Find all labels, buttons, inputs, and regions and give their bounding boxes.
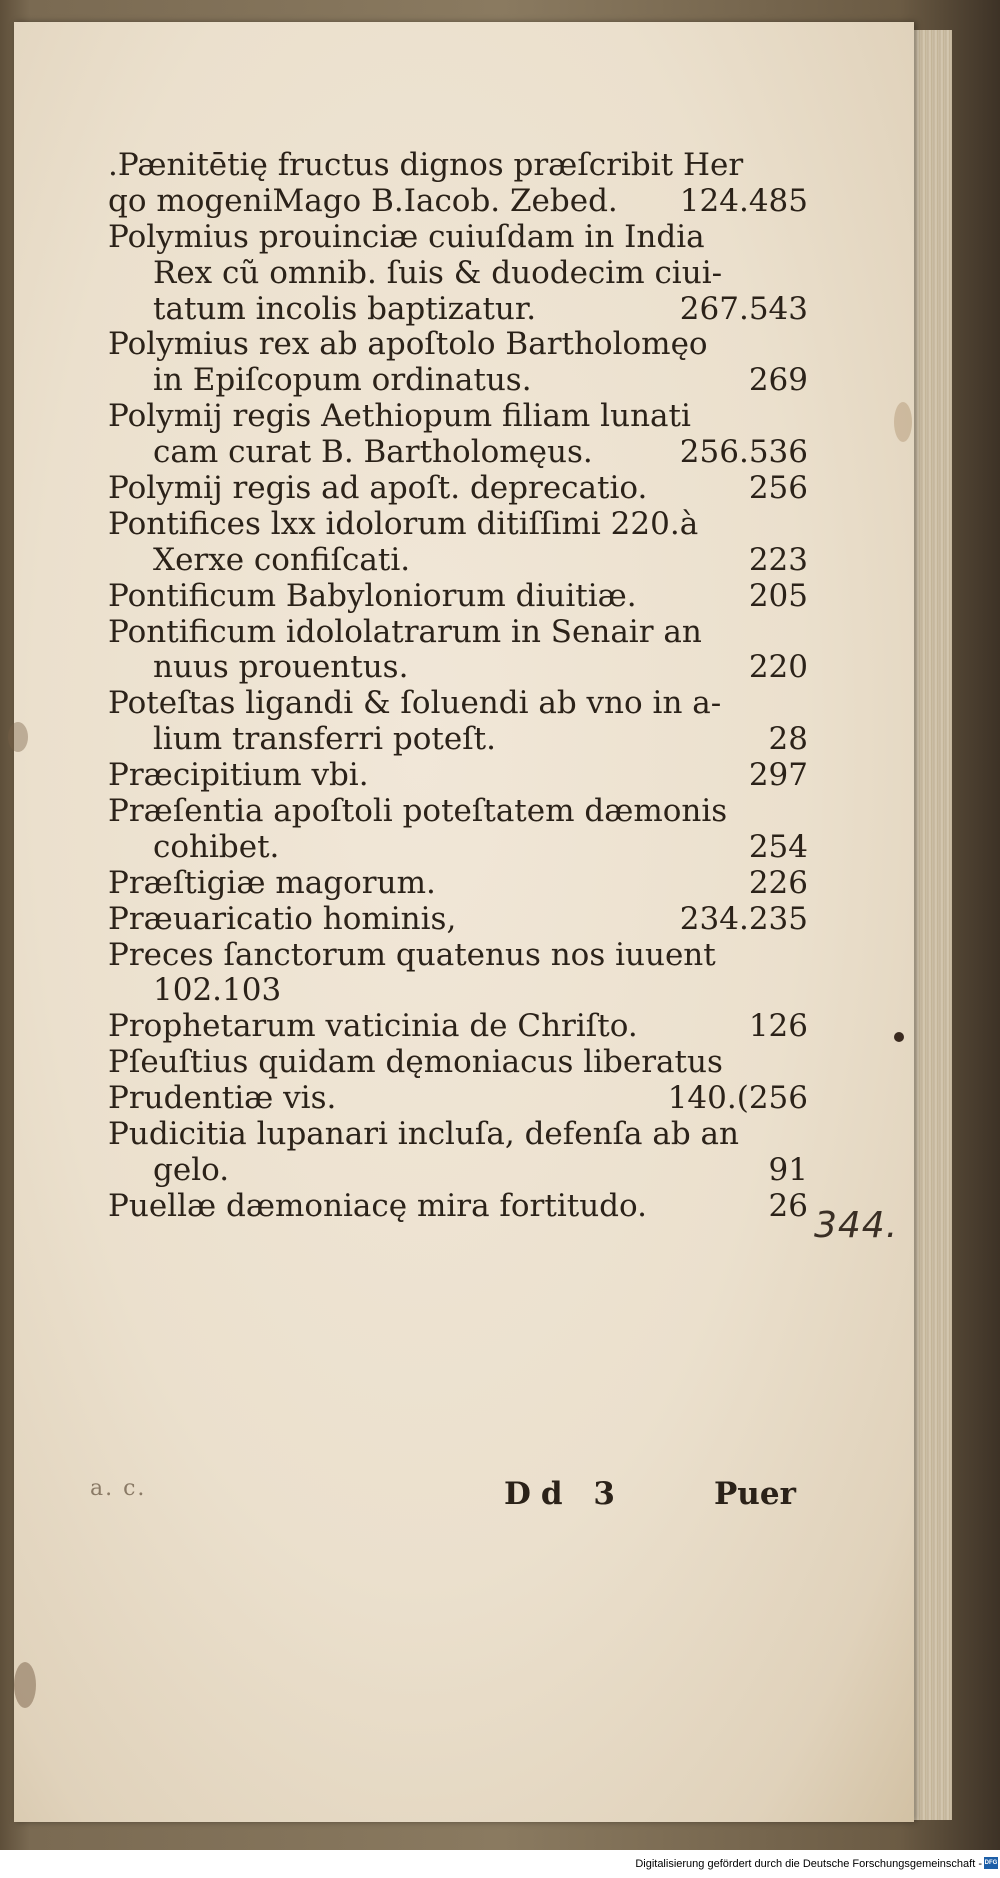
foxing-stain (894, 402, 912, 442)
entry-text: Polymius prouinciæ cuiuſdam in India (108, 218, 705, 255)
entry-text: Polymius rex ab apoſtolo Bartholomęo (108, 326, 708, 363)
entry-page-ref: 223 (748, 541, 808, 578)
entry-page-ref: 26 (768, 1187, 808, 1224)
index-entry (108, 973, 808, 1009)
entry-page-ref: 205 (748, 577, 808, 614)
entry-page-ref: 226 (748, 864, 808, 901)
index-entries (108, 148, 808, 1225)
index-entry (108, 794, 808, 830)
entry-page-ref: 91 (768, 1151, 808, 1188)
entry-page-ref: 28 (768, 721, 808, 758)
index-entry (108, 399, 808, 435)
entry-page-ref: 297 (748, 757, 808, 794)
entry-text: Polymij regis ad apoſt. deprecatio. (108, 470, 648, 507)
entry-text: Preces ſanctorum quatenus nos iuuent (108, 936, 716, 973)
entry-page-ref: 140.(256 (667, 1080, 808, 1117)
signature-smudge: a. c. (90, 1476, 147, 1501)
entry-text: 102.103 (153, 972, 282, 1009)
entry-page-ref: 256.536 (679, 434, 808, 471)
page-edges (914, 30, 952, 1820)
index-entry (108, 722, 808, 758)
index-entry (108, 184, 808, 220)
entry-text: qo mogeniMago B.Iacob. Zebed. (108, 182, 618, 219)
index-entry (108, 1189, 808, 1225)
index-entry (108, 220, 808, 256)
entry-text: Xerxe confiſcati. (153, 541, 411, 578)
entry-text: Pontificum idololatrarum in Senair an (108, 613, 702, 650)
entry-text: in Epiſcopum ordinatus. (153, 362, 532, 399)
entry-text: Præcipitium vbi. (108, 757, 369, 794)
handwritten-note: 344. (814, 1205, 899, 1246)
index-entry (108, 256, 808, 292)
index-entry (108, 327, 808, 363)
index-entry (108, 1081, 808, 1117)
entry-page-ref: 269 (748, 362, 808, 399)
index-entry (108, 1117, 808, 1153)
signature-line (90, 1476, 810, 1516)
index-entry (108, 507, 808, 543)
entry-text: lium transferri poteſt. (153, 721, 496, 758)
entry-page-ref: 267.543 (679, 290, 808, 327)
entry-page-ref: 234.235 (679, 900, 808, 937)
entry-text: Pſeuſtius quidam dęmoniacus liberatus (108, 1044, 723, 1081)
index-entry (108, 866, 808, 902)
dfg-logo: DFG (984, 1857, 998, 1869)
catchword: Puer (714, 1476, 796, 1512)
entry-text: tatum incolis baptizatur. (153, 290, 537, 327)
index-entry (108, 938, 808, 974)
index-entry (108, 1153, 808, 1189)
index-entry (108, 758, 808, 794)
index-entry (108, 615, 808, 651)
index-entry (108, 148, 808, 184)
index-entry (108, 1009, 808, 1045)
index-entry (108, 902, 808, 938)
foxing-stain (14, 1662, 36, 1708)
signature-mark: Dd 3 (504, 1476, 625, 1512)
entry-page-ref: 126 (748, 1008, 808, 1045)
entry-text: Pudicitia lupanari incluſa, defenſa ab an (108, 1116, 740, 1153)
ink-dot (894, 1032, 904, 1042)
index-entry (108, 830, 808, 866)
index-entry (108, 650, 808, 686)
index-entry (108, 471, 808, 507)
entry-text: Prophetarum vaticinia de Chriſto. (108, 1008, 638, 1045)
entry-text: Rex cũ omnib. ſuis & duodecim ciui- (153, 254, 723, 291)
entry-text: Polymij regis Aethiopum filiam lunati (108, 398, 691, 435)
index-entry (108, 686, 808, 722)
index-entry (108, 435, 808, 471)
entry-page-ref: 254 (748, 828, 808, 865)
entry-page-ref: 256 (748, 470, 808, 507)
index-entry (108, 292, 808, 328)
entry-text: Poteſtas ligandi & ſoluendi ab vno in a- (108, 685, 722, 722)
entry-page-ref: 220 (748, 649, 808, 686)
entry-text: Prudentiæ vis. (108, 1080, 337, 1117)
index-entry (108, 543, 808, 579)
entry-text: Præſentia apoſtoli poteſtatem dæmonis (108, 793, 728, 830)
entry-text: Præuaricatio hominis, (108, 900, 457, 937)
entry-text: gelo. (153, 1151, 230, 1188)
digitization-footer (0, 1850, 1000, 1878)
entry-text: Pontificum Babyloniorum diuitiæ. (108, 577, 637, 614)
index-entry (108, 1045, 808, 1081)
entry-text: .Pænitētię fructus dignos præſcribit Her (108, 147, 744, 183)
entry-text: cam curat B. Bartholomęus. (153, 434, 593, 471)
entry-page-ref: 124.485 (679, 182, 808, 219)
entry-text: Puellæ dæmoniacę mira fortitudo. (108, 1187, 647, 1224)
footer-credit: Digitalisierung gefördert durch die Deutsche Forschungsgemeinschaft - (635, 1858, 982, 1870)
entry-text: nuus prouentus. (153, 649, 409, 686)
entry-text: cohibet. (153, 828, 280, 865)
index-entry (108, 363, 808, 399)
index-entry (108, 579, 808, 615)
entry-text: Pontifices lxx idolorum ditiſſimi 220.à (108, 505, 699, 542)
entry-text: Præſtigiæ magorum. (108, 864, 436, 901)
